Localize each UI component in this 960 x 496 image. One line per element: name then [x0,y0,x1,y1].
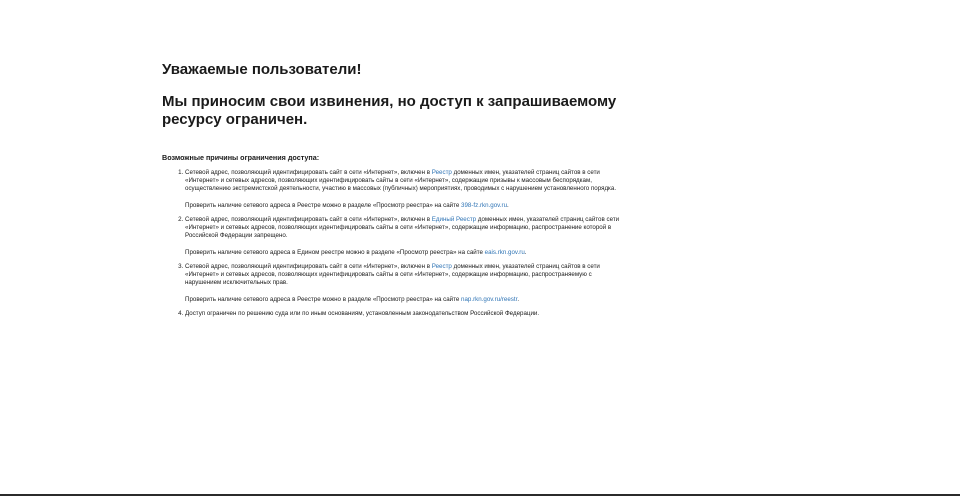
registry-link[interactable]: Реестр [431,263,452,270]
reason-text: 2. Сетевой адрес, позволяющий идентифицировать сайт в сети «Интернет», включен в Единый Реестр доменных имен, указателей страниц сайтов сети «Интернет» и сетевых адресов, позволяющих идентифицировать сайты в сети «Интернет», содержащие информацию, распространение которой в Российской Федерации запрещено. [185,216,620,240]
reason-check-text: Проверить наличие сетевого адреса в Реестре можно в разделе «Просмотр реестра» на сайте 398-fz.rkn.gov.ru. [185,201,509,209]
registry-link[interactable]: Реестр [431,169,452,176]
reason-item-3 [185,263,622,304]
unified-registry-link[interactable]: Единый Реестр [431,216,477,223]
reason-item-4 [185,310,622,318]
reason-item-2 [185,216,622,257]
apology-heading: Мы приносим свои извинения, но доступ к запрашиваемому ресурсу ограничен. [162,93,617,128]
site-link-nap[interactable]: nap.rkn.gov.ru/reestr [461,295,518,303]
reasons-list [162,169,622,318]
page-title: Уважаемые пользователи! [162,61,362,78]
site-link-398fz[interactable]: 398-fz.rkn.gov.ru [461,201,508,209]
reason-text: 3. Сетевой адрес, позволяющий идентифицировать сайт в сети «Интернет», включен в Реестр доменных имен, указателей страниц сайтов в сети «Интернет» и сетевых адресов, позволяющих идентифицировать сайты в сети «Интернет», содержащие информацию, распространяемую с нарушением исключительных прав. [185,263,600,287]
reason-item-1 [185,169,622,210]
reason-text: 1. Сетевой адрес, позволяющий идентифицировать сайт в сети «Интернет», включен в Реестр доменных имен, указателей страниц сайтов в сети «Интернет» и сетевых адресов, позволяющих идентифицировать сайты в сети «Интернет», содержащие призывы к массовым беспорядкам, осуществлению экстремистской деятельности, участию в массовых (публичных) мероприятиях, проводимых с нарушением установленного порядка. [185,169,617,193]
reason-text: 4. Доступ ограничен по решению суда или по иным основаниям, установленным законодательством Российской Федерации. [185,310,540,317]
block-notice [162,60,622,324]
site-link-eais[interactable]: eais.rkn.gov.ru [484,248,525,256]
reason-check-text: Проверить наличие сетевого адреса в Реестре можно в разделе «Просмотр реестра» на сайте nap.rkn.gov.ru/reestr. [185,295,520,303]
reasons-title: Возможные причины ограничения доступа: [162,153,320,162]
reason-check-text: Проверить наличие сетевого адреса в Едином реестре можно в разделе «Просмотр реестра» на сайте eais.rkn.gov.ru. [185,248,527,256]
